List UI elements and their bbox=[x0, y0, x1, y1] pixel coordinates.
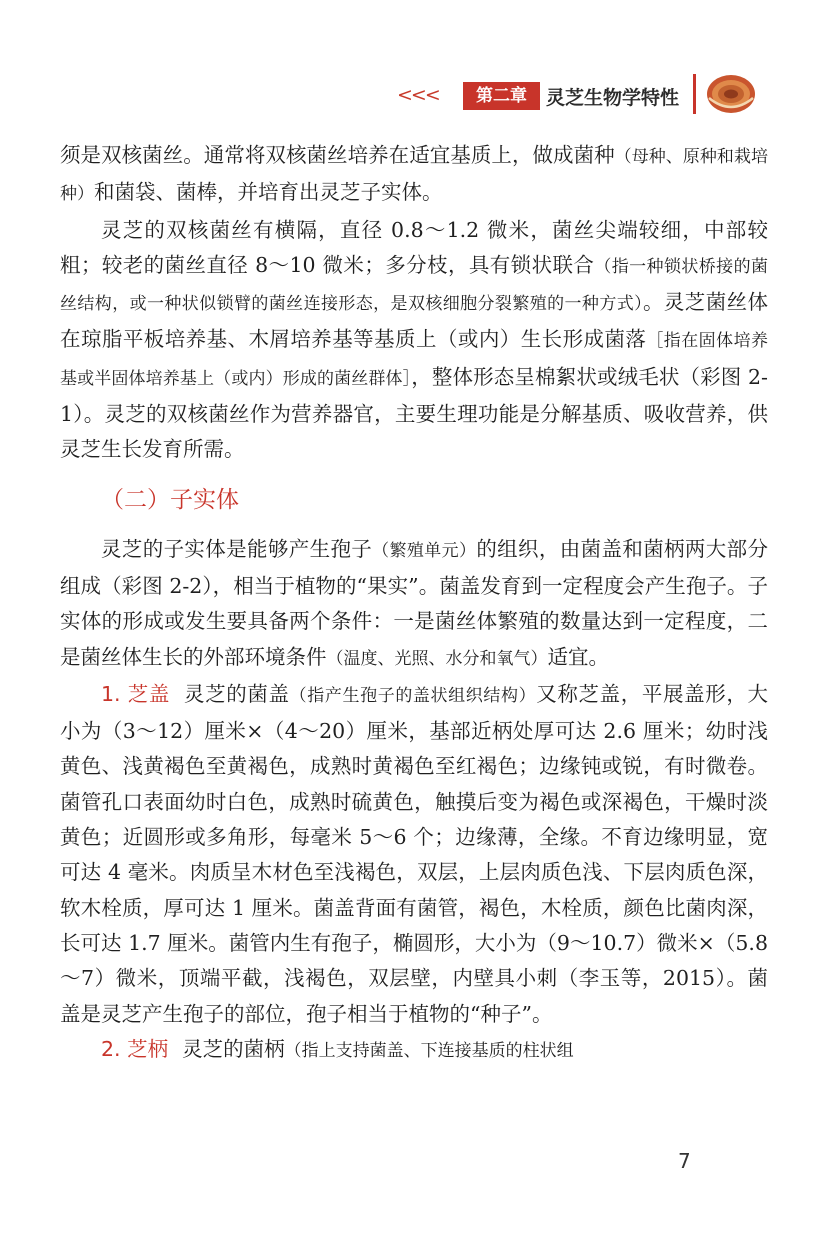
paragraph-stipe: 2. 芝柄 灵芝的菌柄（指上支持菌盖、下连接基质的柱状组 bbox=[101, 1036, 574, 1061]
chapter-label: 第二章 bbox=[463, 82, 540, 110]
chapter-title: 灵芝生物学特性 bbox=[546, 87, 680, 109]
body-text bbox=[60, 138, 768, 1069]
section-heading: （二）子实体 bbox=[101, 486, 239, 513]
header-divider bbox=[693, 74, 696, 114]
paragraph-1: 须是双核菌丝。通常将双核菌丝培养在适宜基质上，做成菌种（母种、原种和栽培种）和菌袋、菌棒，并培育出灵芝子实体。 bbox=[60, 143, 768, 205]
paragraph-cap: 1. 芝盖 灵芝的菌盖（指产生孢子的盖状组织结构）又称芝盖，平展盖形，大小为（3～12）厘米×（4～20）厘米，基部近柄处厚可达 2.6 厘米；幼时浅黄色、浅黄褐色至黄褐色，成熟时黄褐色至红褐色；边缘钝或锐，有时微卷。菌管孔口表面幼时白色，成熟时硫黄色，触摸后变为褐色或深褐色，干燥时淡黄色；近圆形或多角形，每毫米 5～6 个；边缘薄，全缘。不育边缘明显，宽可达 4 毫米。肉质呈木材色至浅褐色，双层，上层肉质色浅、下层肉质色深，软木栓质，厚可达 1 厘米。菌盖背面有菌管，褐色，木栓质，颜色比菌肉深，长可达 1.7 厘米。菌管内生有孢子，椭圆形，大小为（9～10.7）微米×（5.8～7）微米，顶端平截，浅褐色，双层壁，内壁具小刺（李玉等，2015）。菌盖是灵芝产生孢子的部位，孢子相当于植物的“种子”。 bbox=[60, 681, 769, 1026]
page-number: 7 bbox=[678, 1149, 691, 1173]
arrow-marks: <<< bbox=[397, 84, 439, 106]
lingzhi-mushroom-icon bbox=[705, 72, 757, 118]
running-header bbox=[0, 70, 813, 120]
paragraph-3: 灵芝的子实体是能够产生孢子（繁殖单元）的组织，由菌盖和菌柄两大部分组成（彩图 2-2），相当于植物的“果实”。菌盖发育到一定程度会产生孢子。子实体的形成或发生要具备两个条件：一是菌丝体繁殖的数量达到一定程度，二是菌丝体生长的外部环境条件（温度、光照、水分和氧气）适宜。 bbox=[60, 536, 768, 669]
paragraph-2: 灵芝的双核菌丝有横隔，直径 0.8～1.2 微米，菌丝尖端较细，中部较粗；较老的菌丝直径 8～10 微米；多分枝，具有锁状联合（指一种锁状桥接的菌丝结构，或一种状似锁臂的菌丝连接形态，是双核细胞分裂繁殖的一种方式）。灵芝菌丝体在琼脂平板培养基、木屑培养基等基质上（或内）生长形成菌落［指在固体培养基或半固体培养基上（或内）形成的菌丝群体］，整体形态呈棉絮状或绒毛状（彩图 2-1）。灵芝的双核菌丝作为营养器官，主要生理功能是分解基质、吸收营养，供灵芝生长发育所需。 bbox=[60, 217, 769, 462]
subheading-stipe: 2. 芝柄 bbox=[101, 1036, 169, 1061]
subheading-cap: 1. 芝盖 bbox=[101, 681, 170, 706]
